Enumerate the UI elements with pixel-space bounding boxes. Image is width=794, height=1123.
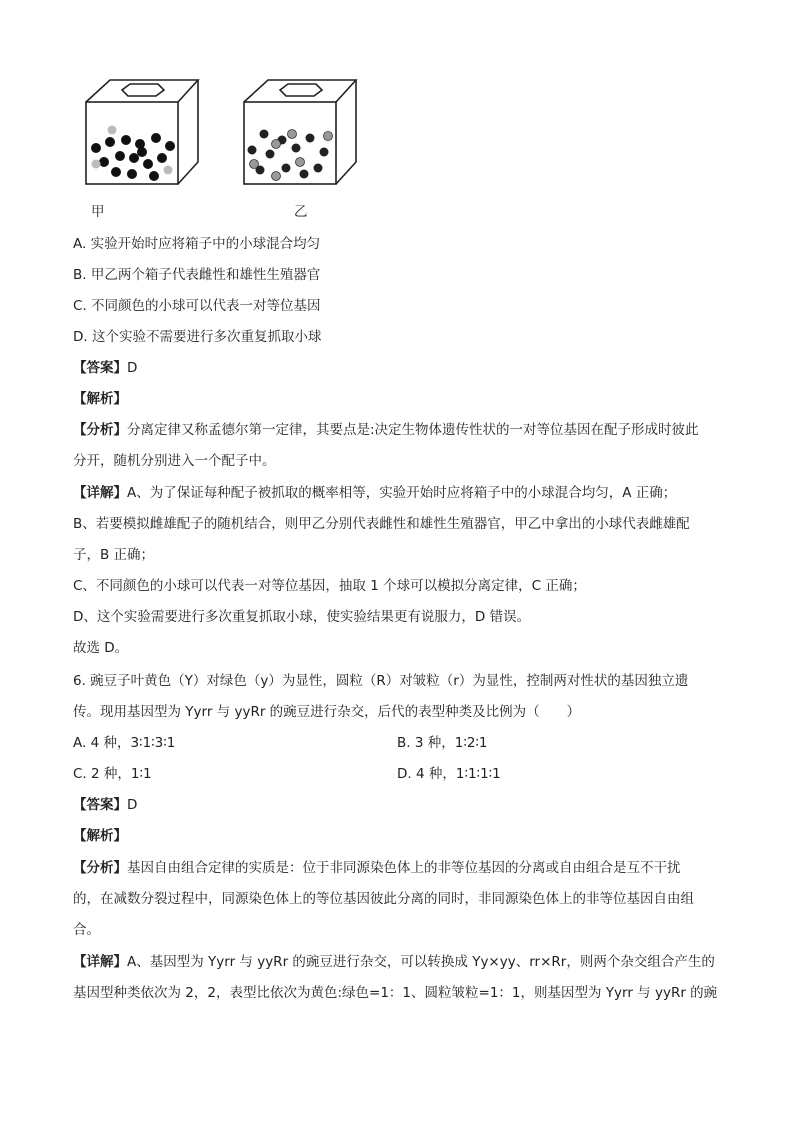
q6-fenxi-line3: 合。 [73, 922, 100, 938]
q6-answer [73, 796, 137, 814]
q6-stem-line1: 6. 豌豆子叶黄色（Y）对绿色（y）为显性，圆粒（R）对皱粒（r）为显性，控制两对性状的基因独立遗 [73, 673, 689, 689]
q6-fenxi-line2: 的，在减数分裂过程中，同源染色体上的等位基因彼此分离的同时，非同源染色体上的非等位基因自由组 [73, 891, 694, 907]
q5-option-b: B. 甲乙两个箱子代表雌性和雄性生殖器官 [73, 267, 321, 283]
q6-option-d: D. 4 种，1∶1∶1∶1 [397, 766, 501, 782]
xiangjie-text: A、为了保证每种配子被抓取的概率相等，实验开始时应将箱子中的小球混合均匀，A 正确； [127, 485, 677, 501]
answer-value: D [127, 797, 138, 813]
q5-option-d: D. 这个实验不需要进行多次重复抓取小球 [73, 329, 322, 345]
q6-fenxi-line1 [73, 859, 681, 877]
q5-option-c: C. 不同颜色的小球可以代表一对等位基因 [73, 298, 321, 314]
q5-answer [73, 359, 137, 377]
xiangjie-tag: 【详解】 [73, 954, 127, 970]
xiangjie-text: A、基因型为 Yyrr 与 yyRr 的豌豆进行杂交，可以转换成 Yy×yy、rr×Rr，则两个杂交组合产生的 [127, 954, 715, 970]
fenxi-tag: 【分析】 [73, 860, 127, 876]
xiangjie-tag: 【详解】 [73, 485, 127, 501]
fenxi-tag: 【分析】 [73, 422, 127, 438]
q5-conclusion: 故选 D。 [73, 640, 129, 656]
q6-xiangjie-line2: 基因型种类依次为 2，2，表型比依次为黄色:绿色=1：1、圆粒皱粒=1：1，则基因型为 Yyrr 与 yyRr 的豌 [73, 985, 718, 1001]
q5-xiangjie-b1: B、若要模拟雌雄配子的随机结合，则甲乙分别代表雌性和雄性生殖器官，甲乙中拿出的小球代表雌雄配 [73, 516, 690, 532]
fenxi-text: 分离定律又称孟德尔第一定律，其要点是:决定生物体遗传性状的一对等位基因在配子形成时彼此 [127, 422, 699, 438]
q6-xiangjie-line1 [73, 953, 715, 971]
q5-xiangjie-d: D、这个实验需要进行多次重复抓取小球，使实验结果更有说服力，D 错误。 [73, 609, 531, 625]
answer-tag: 【答案】 [73, 360, 127, 376]
box-jia-figure [82, 78, 202, 190]
answer-value: D [127, 360, 138, 376]
q6-option-b: B. 3 种，1∶2∶1 [397, 735, 488, 751]
q5-option-a: A. 实验开始时应将箱子中的小球混合均匀 [73, 236, 321, 252]
q6-option-a: A. 4 种，3∶1∶3∶1 [73, 735, 176, 751]
q6-option-c: C. 2 种，1∶1 [73, 766, 152, 782]
q5-xiangjie-a [73, 484, 676, 502]
box-yi-figure [240, 78, 360, 190]
q6-analysis-tag: 【解析】 [73, 828, 127, 844]
q5-fenxi-line2: 分开，随机分别进入一个配子中。 [73, 453, 276, 469]
q5-fenxi-line1 [73, 421, 699, 439]
q5-analysis-tag: 【解析】 [73, 391, 127, 407]
box-jia-label: 甲 [91, 204, 105, 220]
q6-stem-line2: 传。现用基因型为 Yyrr 与 yyRr 的豌豆进行杂交，后代的表型种类及比例为（ ） [73, 704, 581, 720]
answer-tag: 【答案】 [73, 797, 127, 813]
q5-xiangjie-b2: 子，B 正确； [73, 547, 155, 563]
box-yi-label: 乙 [294, 204, 308, 220]
q5-xiangjie-c: C、不同颜色的小球可以代表一对等位基因，抽取 1 个球可以模拟分离定律，C 正确； [73, 578, 586, 594]
fenxi-text: 基因自由组合定律的实质是：位于非同源染色体上的非等位基因的分离或自由组合是互不干扰 [127, 860, 681, 876]
